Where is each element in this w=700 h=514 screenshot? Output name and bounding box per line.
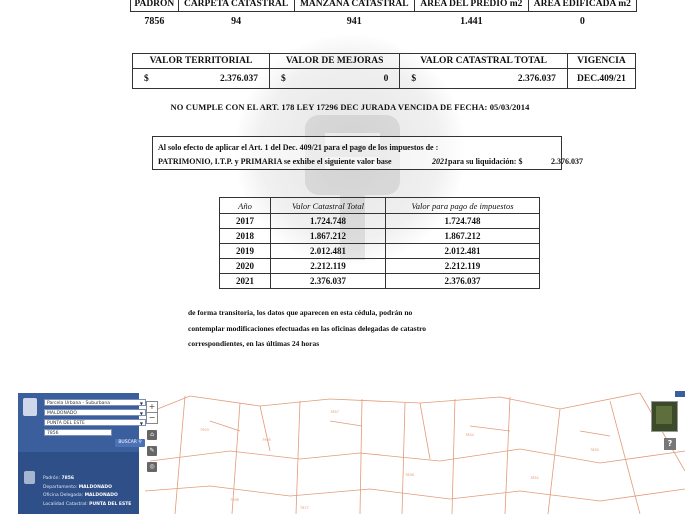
localidad-select[interactable]: [44, 419, 146, 426]
measure-icon[interactable]: ✎: [147, 446, 157, 456]
localidad-value: PUNTA DEL ESTE: [47, 421, 85, 426]
valor-catastral-cell: 1.724.748: [271, 214, 386, 229]
svg-text:7903: 7903: [200, 428, 209, 432]
padron-value: 7856: [144, 15, 165, 27]
col-area-predio: AREA DEL PREDIO m2: [415, 0, 529, 12]
col-valor-total: VALOR CATASTRAL TOTAL: [400, 54, 568, 69]
col-area-edificada: AREA EDIFICADA m2: [528, 0, 636, 12]
valor-impuestos-cell: 1.867.212: [386, 229, 540, 244]
history-row: [220, 259, 540, 274]
padron-input-value: 7856: [47, 431, 59, 436]
overview-minimap[interactable]: [651, 401, 678, 432]
currency-symbol: $: [280, 73, 286, 84]
info-layers-icon: [24, 471, 35, 484]
info-box: [152, 136, 583, 170]
departamento-label: Departamento:: [43, 484, 78, 490]
chevron-down-icon: ▼: [139, 401, 143, 406]
zoom-control: [146, 401, 158, 424]
parcel-info: [43, 475, 131, 509]
note-line1: de forma transitoria, los datos que aparecen en esta cédula, podrán no: [188, 308, 413, 317]
valor-impuestos-cell: 2.012.481: [386, 244, 540, 259]
info-box-line2: PATRIMONIO, I.T.P. y PRIMARIA se exhibe el siguiente valor base: [158, 157, 392, 166]
col-valor-impuestos: Valor para pago de impuestos: [386, 198, 540, 214]
col-manzana: MANZANA CATASTRAL: [294, 0, 415, 12]
info-box-line2b: para su liquidación: $: [448, 157, 523, 166]
manzana-value: 941: [346, 15, 362, 27]
localidad-label: Localidad Catastral:: [43, 501, 88, 507]
valor-impuestos-cell: 1.724.748: [386, 214, 540, 229]
tipo-parcela-value: Parcela Urbana - Suburbana: [47, 401, 111, 406]
svg-text:7856: 7856: [405, 473, 414, 477]
warning-text: NO CUMPLE CON EL ART. 178 LEY 17296 DEC JURADA VENCIDA DE FECHA: 05/03/2014: [170, 102, 530, 112]
valor-catastral-cell: 2.212.119: [271, 259, 386, 274]
padron-input[interactable]: [44, 429, 112, 436]
area-edificada-value: 0: [579, 15, 585, 27]
home-icon[interactable]: ⌂: [147, 430, 157, 440]
history-row: [220, 229, 540, 244]
minimap-extent: [656, 406, 672, 424]
note-line3: correspondientes, en las últimas 24 horas: [188, 339, 320, 348]
departamento-select[interactable]: [44, 409, 146, 416]
top-bar-accent: [675, 391, 685, 397]
year-cell: 2017: [220, 214, 271, 229]
valor-catastral-cell: 2.376.037: [271, 274, 386, 289]
buscar-button-label: BUSCAR: [118, 440, 137, 445]
svg-text:7857: 7857: [330, 410, 339, 414]
zoom-in-button[interactable]: +: [148, 402, 156, 411]
padron-info-value: 7856: [61, 476, 74, 481]
svg-text:7850: 7850: [590, 448, 599, 452]
col-valor-catastral: Valor Catastral Total: [271, 198, 386, 214]
col-carpeta: CARPETA CATASTRAL: [178, 0, 294, 12]
note-line2: contemplar modificaciones efectuadas en las oficinas delegadas de catastro: [188, 323, 427, 333]
currency-symbol: $: [144, 73, 149, 84]
catastro-logo-icon: [23, 398, 37, 416]
zoom-out-button[interactable]: −: [148, 413, 156, 422]
col-valor-territorial: VALOR TERRITORIAL: [133, 54, 270, 69]
info-box-amount: 2.376.037: [551, 157, 583, 166]
buscar-button[interactable]: [115, 439, 145, 447]
disclaimer-note: [188, 305, 426, 352]
valuation-table: [132, 53, 636, 89]
tipo-parcela-select[interactable]: [44, 399, 146, 406]
valor-total-cell: [400, 69, 568, 89]
area-predio-value: 1.441: [460, 15, 483, 27]
valor-mejoras-value: 0: [383, 73, 389, 84]
svg-text:7898: 7898: [230, 498, 239, 502]
search-icon: ⚲: [138, 440, 142, 445]
svg-text:7854: 7854: [465, 433, 474, 437]
valor-impuestos-cell: 2.212.119: [386, 259, 540, 274]
locate-icon[interactable]: ◎: [147, 462, 157, 472]
info-box-year: 2021: [432, 157, 448, 166]
padron-label: Padrón:: [43, 476, 60, 481]
vigencia-value: DEC.409/21: [567, 69, 635, 89]
currency-symbol: $: [411, 73, 417, 84]
search-panel: [18, 393, 143, 514]
col-vigencia: VIGENCIA: [567, 54, 635, 69]
svg-text:7905: 7905: [262, 438, 271, 442]
chevron-down-icon: ▼: [139, 411, 143, 416]
col-padron: PADRON: [131, 0, 179, 12]
svg-text:7877: 7877: [300, 506, 309, 510]
carpeta-value: 94: [231, 15, 242, 27]
chevron-down-icon: ▼: [139, 421, 143, 426]
valor-territorial-value: 2.376.037: [219, 73, 258, 84]
padron-table: [130, 0, 637, 30]
info-box-line1: Al solo efecto de aplicar el Art. 1 del Dec. 409/21 para el pago de los impuestos de :: [158, 143, 439, 152]
history-row: [220, 274, 540, 289]
valor-catastral-cell: 2.012.481: [271, 244, 386, 259]
year-cell: 2018: [220, 229, 271, 244]
help-button[interactable]: ?: [664, 438, 676, 450]
oficina-info-value: MALDONADO: [84, 493, 118, 498]
departamento-value: MALDONADO: [47, 411, 77, 416]
oficina-label: Oficina Delegada:: [43, 493, 84, 498]
valor-catastral-cell: 1.867.212: [271, 229, 386, 244]
year-cell: 2019: [220, 244, 271, 259]
valor-mejoras-cell: [269, 69, 399, 89]
year-cell: 2020: [220, 259, 271, 274]
valor-impuestos-cell: 2.376.037: [386, 274, 540, 289]
svg-text:7852: 7852: [530, 476, 539, 480]
valor-total-value: 2.376.037: [517, 73, 556, 84]
history-row: [220, 214, 540, 229]
history-table: [219, 197, 540, 289]
history-row: [220, 244, 540, 259]
col-anio: Año: [220, 198, 271, 214]
localidad-info-value: PUNTA DEL ESTE: [89, 501, 132, 507]
valor-territorial-cell: [133, 69, 270, 89]
departamento-info-value: MALDONADO: [78, 484, 112, 490]
map-viewer[interactable]: [0, 391, 685, 514]
year-cell: 2021: [220, 274, 271, 289]
col-valor-mejoras: VALOR DE MEJORAS: [269, 54, 399, 69]
